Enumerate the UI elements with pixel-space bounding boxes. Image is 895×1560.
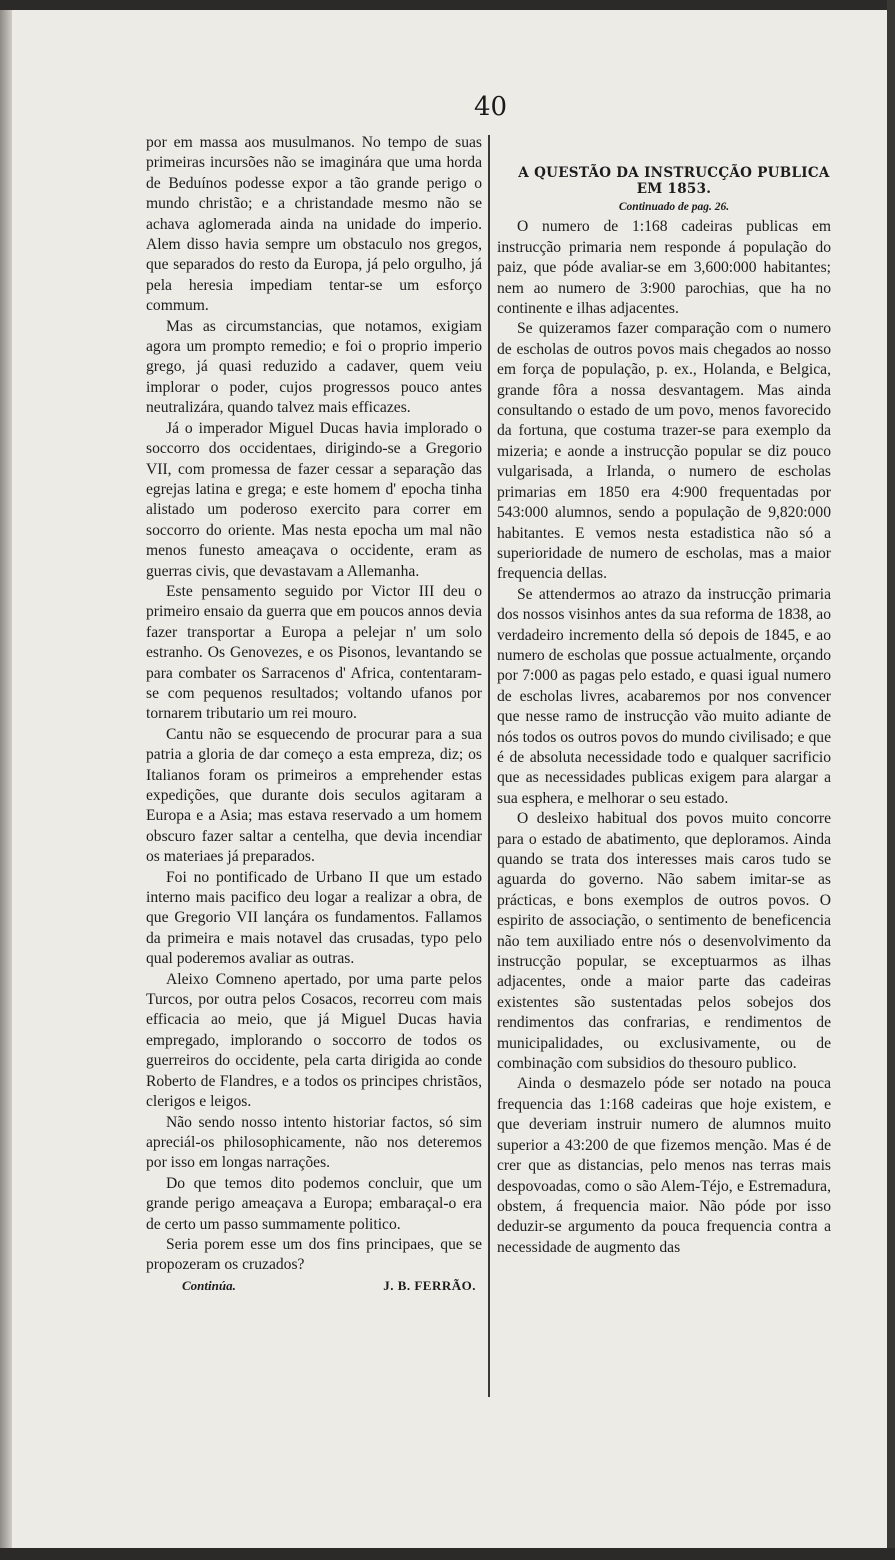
right-paragraph: Ainda o desmazelo póde ser notado na pouca frequencia das 1:168 cadeiras que hoje existem, e que deveriam instruir numero de alumnos muito superior a 43:200 de que fizemos menção. Mas é de crer que as distancias, pelo menos nas terras mais despovoadas, como o são Alem-Téjo, e Estremadura, obstem, á frequencia maior. Não póde por isso deduzir-se argumento da pouca frequencia contra a necessidade de augmento das [497,1075,831,1256]
author-signature: J. B. FERRÃO. [383,1277,476,1293]
page-number: 40 [474,92,508,122]
left-paragraph: Não sendo nosso intento historiar factos, só sim apreciál-os philosophicamente, não nos deteremos por isso em longas narrações. [146,1113,482,1172]
left-column [146,133,482,1296]
right-paragraph: O numero de 1:168 cadeiras publicas em instrucção primaria nem responde á população do paiz, que póde avaliar-se em 3,600:000 habitantes; nem ao numero de 3:900 parochias, que ha no continente e ilhas adjacentes. [497,218,831,318]
scan-bottom-border [0,1548,895,1560]
article-footer [146,1276,482,1296]
continued-from-note: Continuado de pag. 26. [618,201,730,213]
left-paragraph: Este pensamento seguido por Victor III deu o primeiro ensaio da guerra que em poucos annos devia fazer transportar a Europa a pelejar n' um solo estranho. Os Genovezes, e os Pisonos, levantando se para combater os Sarracenos d' Africa, contentaram-se com pequenos resultados; voltando ufanos por tornarem tributario um rei mouro. [146,582,482,723]
left-paragraph: Cantu não se esquecendo de procurar para a sua patria a gloria de dar começo a esta empreza, diz; os Italianos foram os primeiros a emprehender estas expedições, que durante dois seculos agitaram a Europa e a Asia; mas estava reservado a um homem obscuro fazer saltar a centelha, que devia incendiar os materiaes já preparados. [146,725,482,866]
left-paragraph: Do que temos dito podemos concluir, que um grande perigo ameaçava a Europa; embaraçal-o era de certo um passo summamente politico. [146,1174,482,1233]
scan-binding-edge [0,10,12,1550]
continua-note: Continúa. [182,1277,236,1293]
left-paragraph: Já o imperador Miguel Ducas havia implorado o soccorro dos occidentaes, dirigindo-se a Gregorio VII, com promessa de fazer cessar a separação das egrejas latina e grega; e este homem d' epocha tinha alistado um poderoso exercito para correr em soccorro do oriente. Mas nesta epocha um mal não menos funesto ameaçava o occidente, eram as guerras civis, que devastavam a Allemanha. [146,419,482,580]
scan-top-border [0,0,895,10]
left-paragraph: Seria porem esse um dos fins principaes, que se propozeram os cruzados? [146,1235,482,1274]
left-paragraph: Foi no pontificado de Urbano II que um estado interno mais pacifico deu logar a realizar a obra, de que Gregorio VII lançára os fundamentos. Fallamos da primeira e mais notavel das crusadas, typo pelo qual poderemos avaliar as outras. [146,868,482,968]
article-heading-year: EM 1853. [636,181,712,197]
right-paragraph: Se attendermos ao atrazo da instrucção primaria dos nossos visinhos antes da sua reforma de 1838, ao verdadeiro incremento della só depois de 1845, e ao numero de escholas que possue actualmente, orçando por 7:000 as pagas pelo estado, e quasi igual numero de escholas livres, acabaremos por nos convencer que nesse ramo de instrucção vão muito adiante de nós todos os outros povos do mundo civilisado; e que é de absoluta necessidade todo e qualquer sacrificio que as necessidades publicas exigem para alargar a sua esphera, e melhorar o seu estado. [497,585,831,807]
right-paragraph: Se quizeramos fazer comparação com o numero de escholas de outros povos mais chegados ao nosso em força de população, p. ex., Holanda, e Belgica, grande fôra a nossa desvantagem. Mas ainda consultando o estado de um povo, menos favorecido da fortuna, que costuma trazer-se para exemplo da mizeria; e aonde a instrucção popular se diz pouco vulgarisada, a Irlanda, o numero de escholas primarias em 1850 era 4:900 frequentadas por 543:000 alumnos, sendo a população de 9,820:000 habitantes. E vemos nesta estadistica não só a superioridade de numero de escholas, mas a maior frequencia dellas. [497,320,831,583]
left-paragraph: Mas as circumstancias, que notamos, exigiam agora um prompto remedio; e foi o proprio imperio grego, já quasi reduzido a cadaver, quem veiu implorar o poder, cujos progressos pouco antes neutralizára, quando talvez mais efficazes. [146,317,482,417]
left-paragraph: Aleixo Comneno apertado, por uma parte pelos Turcos, por outra pelos Cosacos, recorreu com mais efficacia ao meio, que já Miguel Ducas havia empregado, implorando o soccorro de todos os guerreiros do occidente, pela carta dirigida ao conde Roberto de Flandres, e a todos os principes christãos, clerigos e leigos. [146,970,482,1111]
scan-right-border [887,0,895,1560]
right-paragraph: O desleixo habitual dos povos muito concorre para o estado de abatimento, que deploramos. Ainda quando se trata dos interesses mais caros tudo se aguarda do governo. Não sabem imitar-se as prácticas, e bons exemplos de outros povos. O espirito de associação, o sentimento de beneficencia não tem auxiliado entre nós o desenvolvimento da instrucção popular, se exceptuarmos as ilhas adjacentes, onde a maior parte das cadeiras existentes são sustentadas pelos sobejos dos rendimentos das confrarias, e rendimentos de municipalidades, ou exclusivamente, ou de combinação com subsidios do thesouro publico. [497,810,831,1073]
article-heading: A QUESTÃO DA INSTRUCÇÃO PUBLICA [518,165,830,181]
column-divider [488,135,490,1397]
right-column [497,165,831,1258]
left-paragraph: por em massa aos musulmanos. No tempo de suas primeiras incursões não se imaginára que uma horda de Beduínos podesse expor a tão grande perigo o mundo christão; e a christandade mesmo não se achava aglomerada ainda na unidade do imperio. Alem disso havia sempre um obstaculo nos gregos, que separados do resto da Europa, já pelo orgulho, já pela heresia impediam tentar-se um esforço commum. [146,134,482,315]
